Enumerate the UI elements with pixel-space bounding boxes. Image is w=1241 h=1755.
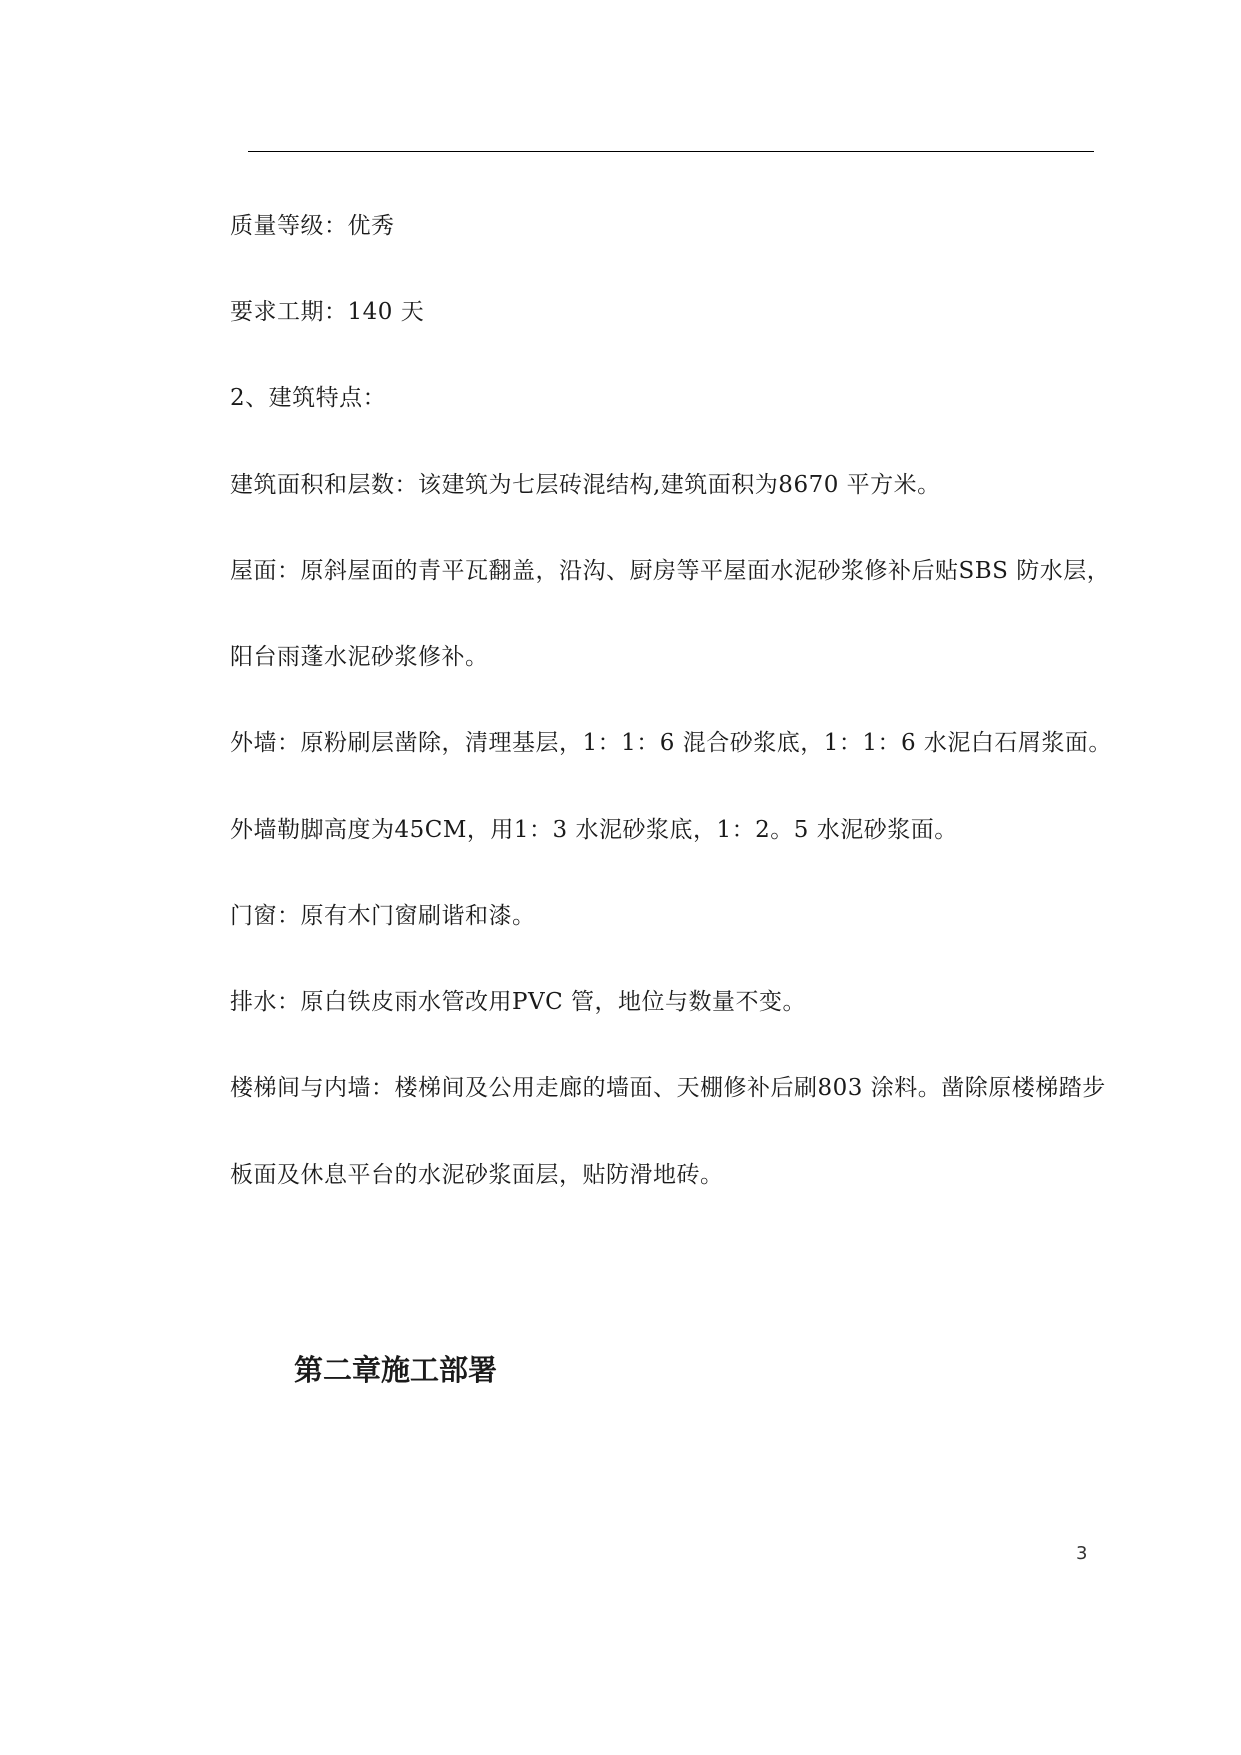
schedule-line: 要求工期：140 天 (230, 299, 425, 325)
quality-grade-line: 质量等级：优秀 (230, 213, 395, 239)
area-floors-line: 建筑面积和层数：该建筑为七层砖混结构,建筑面积为8670 平方米。 (230, 472, 941, 498)
chapter-heading: 第二章施工部署 (294, 1353, 498, 1387)
plinth-line: 外墙勒脚高度为45CM，用1：3 水泥砂浆底，1：2。5 水泥砂浆面。 (230, 817, 958, 843)
drainage-line: 排水：原白铁皮雨水管改用PVC 管，地位与数量不变。 (230, 989, 806, 1015)
stairwell-line: 楼梯间与内墙：楼梯间及公用走廊的墙面、天棚修补后刷803 涂料。凿除原楼梯踏步 (230, 1075, 1106, 1101)
doors-windows-line: 门窗：原有木门窗刷谐和漆。 (230, 903, 536, 929)
header-rule (248, 151, 1094, 152)
section-heading-building-features: 2、建筑特点： (230, 385, 387, 411)
exterior-wall-line: 外墙：原粉刷层凿除，清理基层，1：1：6 混合砂浆底，1：1：6 水泥白石屑浆面。 (230, 730, 1112, 756)
roof-line: 屋面：原斜屋面的青平瓦翻盖，沿沟、厨房等平屋面水泥砂浆修补后贴SBS 防水层， (230, 558, 1111, 584)
stairwell-line-continued: 板面及休息平台的水泥砂浆面层，贴防滑地砖。 (230, 1162, 724, 1188)
page-number: 3 (1076, 1543, 1088, 1564)
roof-line-continued: 阳台雨蓬水泥砂浆修补。 (230, 644, 489, 670)
